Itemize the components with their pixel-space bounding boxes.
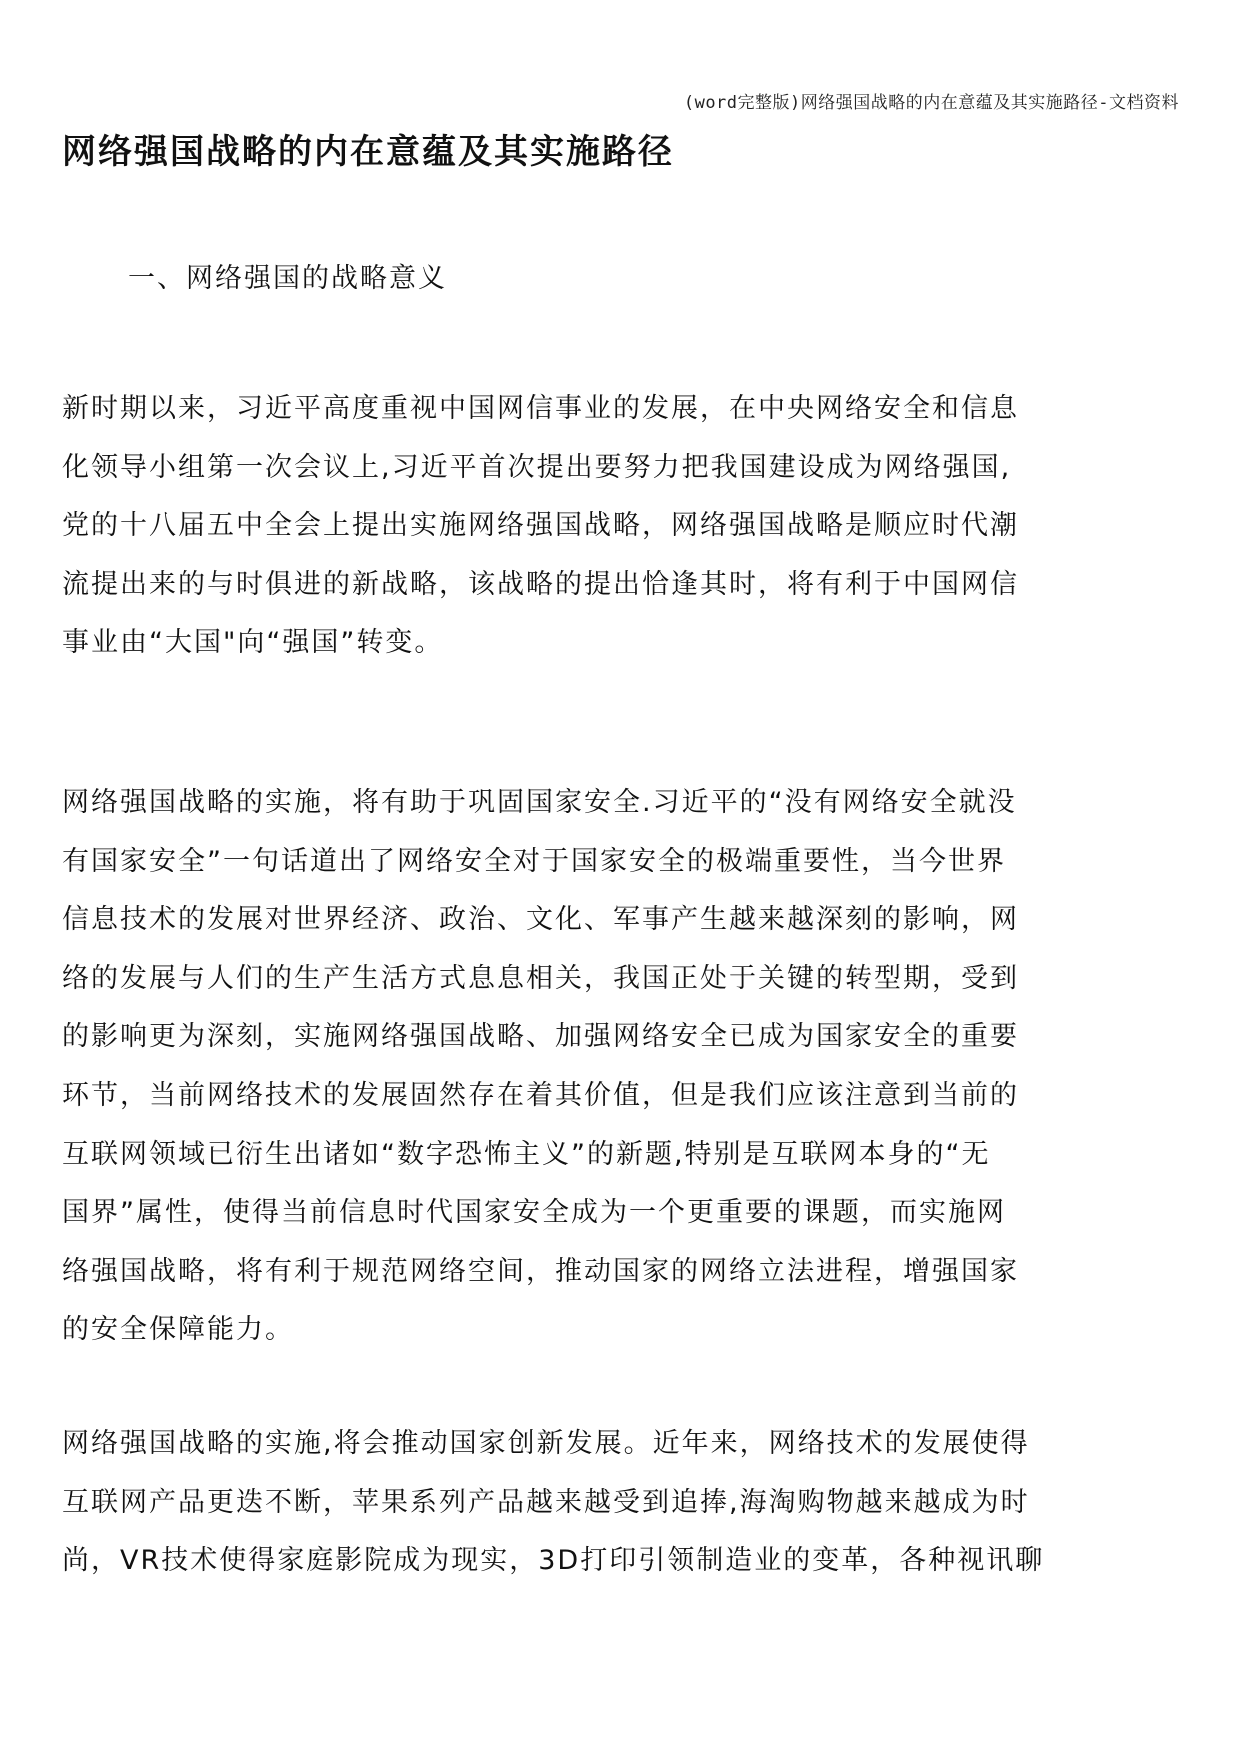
paragraph-line: 络的发展与人们的生产生活方式息息相关，我国正处于关键的转型期，受到 — [62, 962, 1019, 994]
paragraph-2 — [62, 774, 1182, 1360]
paragraph-line: 新时期以来，习近平高度重视中国网信事业的发展，在中央网络安全和信息 — [62, 393, 1019, 424]
paragraph-line: 国界”属性，使得当前信息时代国家安全成为一个更重要的课题，而实施网 — [62, 1197, 1006, 1229]
paragraph-line: 络强国战略，将有利于规范网络空间，推动国家的网络立法进程，增强国家 — [62, 1255, 1019, 1287]
paragraph-line: 的安全保障能力。 — [62, 1314, 294, 1346]
paragraph-line: 网络强国战略的实施，将有助于巩固国家安全.习近平的“没有网络安全就没 — [62, 787, 1017, 818]
paragraph-line: 的影响更为深刻，实施网络强国战略、加强网络安全已成为国家安全的重要 — [62, 1021, 1019, 1053]
paragraph-line: 事业由“大国"向“强国”转变。 — [62, 627, 444, 659]
paragraph-line: 互联网产品更迭不断，苹果系列产品越来越受到追捧,海淘购物越来越成为时 — [62, 1486, 1030, 1518]
paragraph-line: 环节，当前网络技术的发展固然存在着其价值，但是我们应该注意到当前的 — [62, 1079, 1019, 1111]
document-title: 网络强国战略的内在意蕴及其实施路径 — [62, 132, 674, 172]
paragraph-1 — [62, 380, 1182, 673]
running-header: (word完整版)网络强国战略的内在意蕴及其实施路径-文档资料 — [683, 93, 1179, 113]
paragraph-line: 网络强国战略的实施,将会推动国家创新发展。近年来，网络技术的发展使得 — [62, 1428, 1030, 1459]
paragraph-line: 信息技术的发展对世界经济、政治、文化、军事产生越来越深刻的影响，网 — [62, 904, 1019, 936]
paragraph-line: 互联网领域已衍生出诸如“数字恐怖主义”的新题,特别是互联网本身的“无 — [62, 1138, 991, 1170]
paragraph-line: 党的十八届五中全会上提出实施网络强国战略，网络强国战略是顺应时代潮 — [62, 510, 1019, 542]
section-heading: 一、网络强国的战略意义 — [128, 263, 447, 294]
paragraph-line: 流提出来的与时俱进的新战略，该战略的提出恰逢其时，将有利于中国网信 — [62, 568, 1019, 600]
paragraph-line: 有国家安全”一句话道出了网络安全对于国家安全的极端重要性，当今世界 — [62, 845, 1006, 877]
paragraph-line: 尚，VR技术使得家庭影院成为现实，3D打印引领制造业的变革，各种视讯聊 — [62, 1545, 1045, 1577]
paragraph-line: 化领导小组第一次会议上,习近平首次提出要努力把我国建设成为网络强国, — [62, 451, 1012, 483]
paragraph-3 — [62, 1415, 1182, 1591]
